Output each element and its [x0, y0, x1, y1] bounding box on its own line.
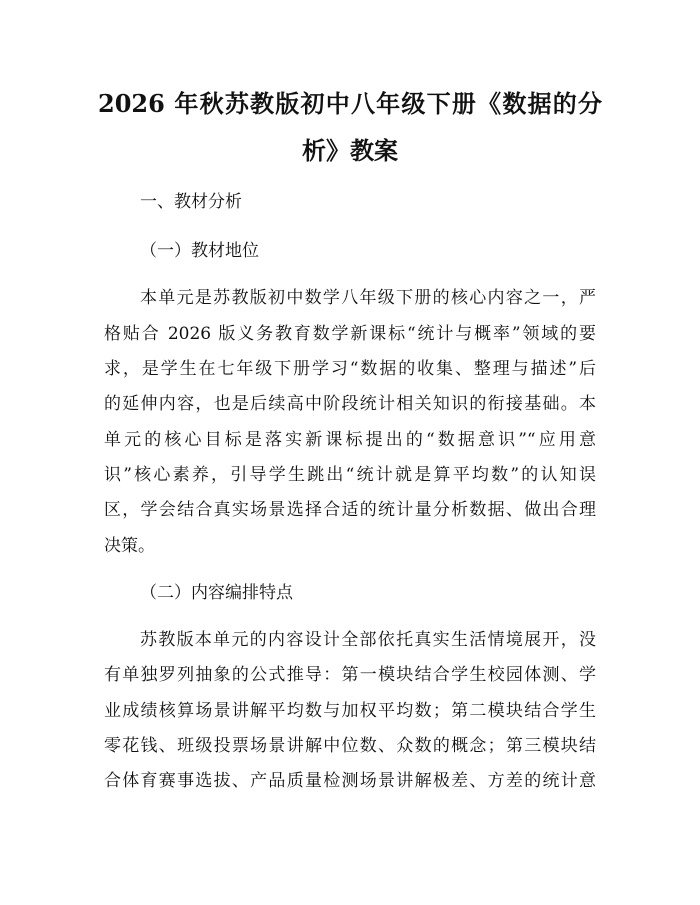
- subsection-heading-content-features: （二）内容编排特点: [140, 583, 293, 603]
- paragraph-1-line-8: 决策。: [104, 536, 155, 556]
- paragraph-2-line-3: 业成绩核算场景讲解平均数与加权平均数；第二模块结合学生: [104, 701, 596, 721]
- paragraph-1-line-2: 格贴合 2026 版义务教育数学新课标“统计与概率”领域的要: [104, 324, 596, 344]
- paragraph-1-line-1: 本单元是苏教版初中数学八年级下册的核心内容之一，严: [140, 288, 596, 308]
- paragraph-2-line-4: 零花钱、班级投票场景讲解中位数、众数的概念；第三模块结: [104, 736, 596, 756]
- paragraph-1-line-7: 区，学会结合真实场景选择合适的统计量分析数据、做出合理: [104, 500, 596, 520]
- paragraph-1-line-5: 单元的核心目标是落实新课标提出的“数据意识”“应用意: [104, 430, 596, 450]
- paragraph-2-line-1: 苏教版本单元的内容设计全部依托真实生活情境展开，没: [140, 630, 596, 650]
- paragraph-2-line-5: 合体育赛事选拔、产品质量检测场景讲解极差、方差的统计意: [104, 771, 596, 791]
- document-title-line-1: 2026 年秋苏教版初中八年级下册《数据的分: [98, 89, 602, 118]
- paragraph-1-line-6: 识”核心素养，引导学生跳出“统计就是算平均数”的认知误: [104, 465, 596, 485]
- paragraph-1-line-4: 的延伸内容，也是后续高中阶段统计相关知识的衔接基础。本: [104, 394, 596, 414]
- document-title-line-2: 析》教案: [302, 136, 398, 165]
- paragraph-1-line-3: 求，是学生在七年级下册学习“数据的收集、整理与描述”后: [104, 359, 596, 379]
- section-heading-textbook-analysis: 一、教材分析: [140, 192, 242, 212]
- paragraph-2-line-2: 有单独罗列抽象的公式推导：第一模块结合学生校园体测、学: [104, 665, 596, 685]
- subsection-heading-textbook-position: （一）教材地位: [140, 241, 259, 261]
